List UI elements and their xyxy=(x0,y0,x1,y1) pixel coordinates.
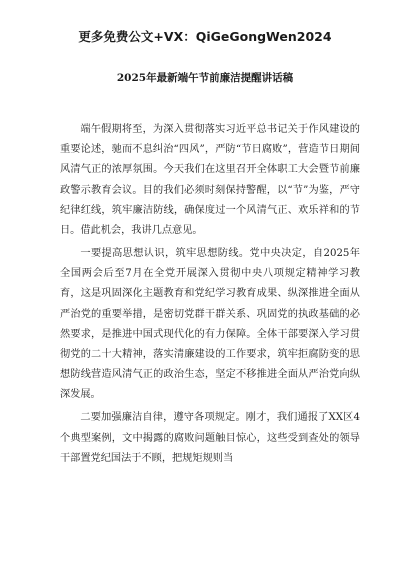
document-body xyxy=(60,120,360,469)
paragraph-1: 端午假期将至，为深入贯彻落实习近平总书记关于作风建设的重要论述，驰而不息纠治“四风”，严防“节日腐败”，营造节日期间风清气正的浓厚氛围。今天我们在这里召开全体职工大会暨节前廉政警示教育会议。目的我们必须时刻保持警醒，以“节”为鉴，严守纪律红线，筑牢廉洁防线，确保度过一个风清气正、欢乐祥和的节日。借此机会，我讲几点意见。 xyxy=(60,124,360,237)
paragraph-3: 二要加强廉洁自律，遵守各项规定。刚才，我们通报了XX区4个典型案例，文中揭露的腐败问题触目惊心，这些受到查处的领导干部置党纪国法于不顾，把规矩规则当 xyxy=(60,412,360,464)
document-title: 2025年最新端午节前廉洁提醒讲话稿 xyxy=(116,72,294,84)
paragraph-2: 一要提高思想认识，筑牢思想防线。党中央决定，自2025年全国两会后至7月在全党开展深入贯彻中央八项规定精神学习教育，这是巩固深化主题教育和党纪学习教育成果、纵深推进全面从严治党的重要举措，是密切党群干群关系、巩固党的执政基础的必然要求，是推进中国式现代化的有力保障。全体干部要深入学习贯彻党的二十大精神，落实清廉建设的工作要求，筑牢拒腐防变的思想防线营造风清气正的政治生态，坚定不移推进全面从严治党向纵深发展。 xyxy=(60,248,360,401)
document-header: 更多免费公文+VX：QiGeGongWen2024 xyxy=(78,29,332,44)
